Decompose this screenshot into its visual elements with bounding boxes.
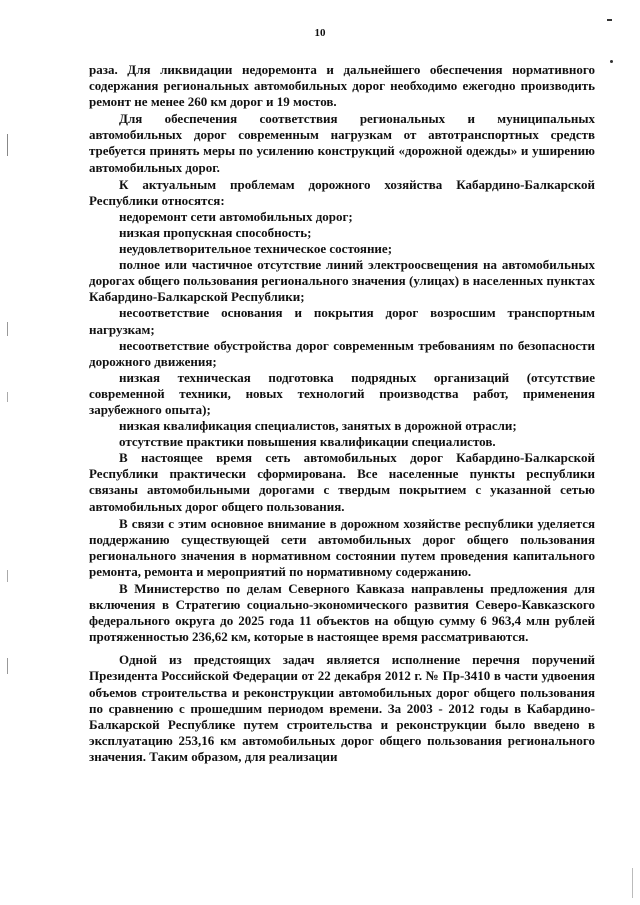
scan-mark [7,322,8,336]
paragraph: В настоящее время сеть автомобильных дорог Кабардино-Балкарской Республики практически сформирована. Все населенные пункты республики связаны автомобильными дорогами с твердым покрытием с указанной сетью автомобильных дорог общего пользования. [89,450,595,514]
scan-mark [607,19,612,21]
list-item: недоремонт сети автомобильных дорог; [119,208,353,224]
page-number: 10 [314,27,326,39]
list-item: отсутствие практики повышения квалификации специалистов. [119,434,496,450]
paragraph: В Министерство по делам Северного Кавказа направлены предложения для включения в Стратегию социально-экономического развития Северо-Кавказского федерального округа до 2025 года 11 объектов на общую сумму 6 963,4 млн рублей протяженностью 236,62 км, которые в настоящее время рассматриваются. [89,581,595,645]
scan-mark [7,134,8,156]
paragraph: К актуальным проблемам дорожного хозяйства Кабардино-Балкарской Республики относятся: [89,176,595,208]
scan-mark [632,868,633,898]
paragraph: раза. Для ликвидации недоремонта и дальнейшего обеспечения нормативного содержания региональных автомобильных дорог необходимо ежегодно производить ремонт не менее 260 км дорог и 19 мостов. [89,62,595,110]
paragraph: Для обеспечения соответствия региональных и муниципальных автомобильных дорог современным нагрузкам от автотранспортных средств требуется принять меры по усилению конструкций «дорожной одежды» и уширению автомобильных дорог. [89,111,595,175]
list-item: низкая техническая подготовка подрядных организаций (отсутствие современной техники, новых технологий производства работ, применения зарубежного опыта); [89,369,595,417]
paragraph: Одной из предстоящих задач является исполнение перечня поручений Президента Российской Федерации от 22 декабря 2012 г. № Пр-3410 в части удвоения объемов строительства и реконструкции автомобильных дорог общего пользования по сравнению с прошедшим периодом времени. За 2003 - 2012 годы в Кабардино-Балкарской Республике путем строительства и реконструкции было введено в эксплуатацию 253,16 км автомобильных дорог общего пользования регионального значения. Таким образом, для реализации [89,652,595,764]
scan-mark [610,60,613,63]
scan-mark [7,392,8,402]
list-item: несоответствие обустройства дорог современным требованиям по безопасности дорожного движения; [89,337,595,369]
scan-mark [7,570,8,582]
paragraph: В связи с этим основное внимание в дорожном хозяйстве республики уделяется поддержанию существующей сети автомобильных дорог общего пользования регионального значения в нормативном состоянии путем проведения капитального ремонта, ремонта и мероприятий по нормативному содержанию. [89,515,595,579]
scan-mark [7,658,8,674]
list-item: неудовлетворительное техническое состояние; [119,241,393,257]
document-body [89,62,595,765]
list-item: несоответствие основания и покрытия дорог возросшим транспортным нагрузкам; [89,305,595,337]
list-item: полное или частичное отсутствие линий электроосвещения на автомобильных дорогах общего пользования регионального значения (улицах) в населенных пунктах Кабардино-Балкарской Республики; [89,257,595,305]
list-item: низкая пропускная способность; [119,224,312,240]
list-item: низкая квалификация специалистов, занятых в дорожной отрасли; [119,418,517,434]
